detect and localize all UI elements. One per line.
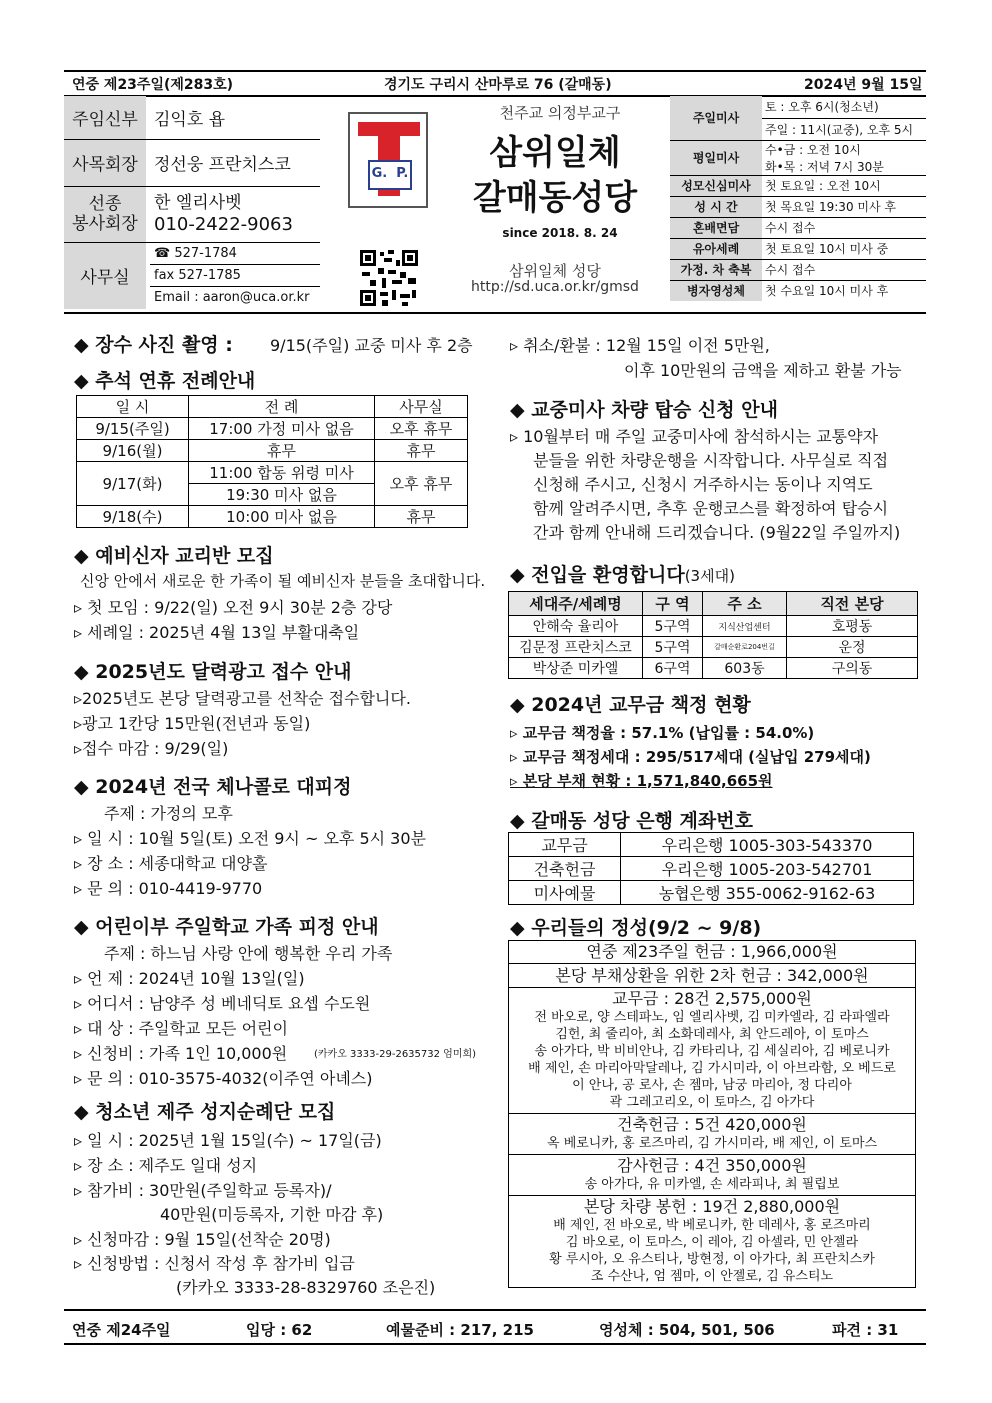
sunday-mass-label: 주일미사 — [670, 96, 762, 140]
parish-name-2: 갈매동성당 — [472, 178, 638, 218]
table-cell: 9/18(수) — [77, 506, 189, 528]
service-label-line1: 선종 — [88, 194, 122, 214]
welcome-title-text: ◆ 전입을 환영합니다 — [510, 564, 685, 586]
weekday-mass-label: 평일미사 — [670, 140, 762, 175]
catechumen-item: ▹ 세례일 : 2025년 4월 13일 부활대축일 — [74, 623, 360, 642]
footer-offertory: 예물준비 : 217, 215 — [386, 1321, 534, 1339]
refund-line1: ▹ 취소/환불 : 12월 15일 이전 5만원, — [510, 336, 770, 355]
family-retreat-item: ▹ 어디서 : 남양주 성 베네딕토 요셉 수도원 — [74, 994, 371, 1013]
welcome-count: (3세대) — [684, 567, 735, 585]
sunday-mass-sun: 주일 : 11시(교중), 오후 5시 — [762, 118, 926, 140]
site-url[interactable]: http://sd.uca.or.kr/gmsd — [471, 279, 639, 295]
welcome-title — [510, 560, 735, 587]
since-date: since 2018. 8. 24 — [502, 226, 618, 240]
office-fax: fax 527-1785 — [150, 265, 320, 287]
name-line: 조 수산나, 엄 젬마, 이 안젤로, 김 유스티노 — [590, 1269, 834, 1284]
family-retreat-item: ▹ 대 상 : 주일학교 모든 어린이 — [74, 1019, 288, 1038]
name-line: 황 루시아, 오 유스티나, 방현정, 이 아가다, 최 프란치스카 — [549, 1252, 875, 1267]
photo-title: ◆ 장수 사진 촬영 : — [74, 334, 233, 356]
council-label: 사목회장 — [64, 139, 146, 186]
mass-schedule-table — [670, 96, 926, 301]
chuseok-th-date: 일 시 — [77, 396, 189, 418]
blessing-label: 가정. 차 축복 — [670, 259, 762, 280]
name-line: 곽 그레고리오, 이 토마스, 김 아가다 — [609, 1095, 815, 1110]
table-cell: 6구역 — [643, 658, 703, 679]
chuseok-table — [76, 395, 468, 528]
jeju-item: ▹ 일 시 : 2025년 1월 15일(수) ~ 17일(금) — [74, 1131, 382, 1150]
dues-title: ◆ 2024년 교무금 책정 현황 — [510, 694, 751, 716]
family-retreat-theme: 주제 : 하느님 사랑 안에 행복한 우리 가족 — [104, 944, 393, 963]
building-head: 건축헌금 : 5건 420,000원 — [617, 1115, 807, 1134]
calendar-ad-item: ▹2025년도 본당 달력광고를 선착순 접수합니다. — [74, 689, 411, 708]
jeju-item: 40만원(미등록자, 기한 마감 후) — [160, 1205, 384, 1224]
holy-hour-time: 첫 목요일 19:30 미사 후 — [762, 196, 926, 217]
holy-hour-label: 성 시 간 — [670, 196, 762, 217]
parish-name-1: 삼위일체 — [489, 133, 621, 173]
family-retreat-account: (카카오 3333-29-2635732 엄미희) — [314, 1049, 477, 1060]
car-head: 본당 차량 봉헌 : 19건 2,880,000원 — [583, 1197, 841, 1216]
photo-text: 9/15(주일) 교중 미사 후 2층 — [270, 336, 473, 355]
vehicle-line: 분들을 위한 차량운행을 시작합니다. 사무실로 직접 — [533, 451, 889, 470]
logo-letters: G. P. — [371, 166, 409, 181]
marian-mass-label: 성모신심미사 — [670, 175, 762, 196]
catechumen-title: ◆ 예비신자 교리반 모집 — [74, 545, 274, 567]
weekday-mass-tt: 화•목 : 저녁 7시 30분 — [762, 158, 926, 176]
table-cell: 박상준 미카엘 — [509, 658, 643, 679]
baptism-label: 유아세례 — [670, 238, 762, 259]
table-cell: 우리은행 1005-203-542701 — [621, 857, 914, 881]
vehicle-line: 함께 알려주시면, 추후 운행코스를 확정하여 탑승시 — [533, 499, 889, 518]
service-head-name: 한 엘리사벳 — [154, 193, 242, 213]
table-cell: 갈매순환로204번길 — [703, 637, 787, 658]
dues-households: ▹ 교무금 책정세대 : 295/517세대 (실납입 279세대) — [510, 748, 871, 766]
sick-communion-info: 첫 수요일 10시 미사 후 — [765, 284, 889, 299]
jeju-item: (카카오 3333-28-8329760 조은진) — [176, 1278, 436, 1297]
service-label-line2: 봉사회장 — [72, 214, 138, 234]
table-cell: 우리은행 1005-303-543370 — [621, 833, 914, 857]
offering-box — [508, 940, 916, 1288]
jeju-item: ▹ 참가비 : 30만원(주일학교 등록자)/ — [74, 1181, 332, 1200]
bank-table — [508, 832, 914, 905]
vehicle-line: ▹ 10월부터 매 주일 교중미사에 참석하시는 교통약자 — [510, 427, 879, 446]
name-line: 김 바오로, 이 토마스, 이 레아, 김 아셀라, 민 안젤라 — [565, 1235, 859, 1250]
issue-week: 연중 제23주일(제283호) — [72, 77, 234, 93]
marian-mass-time: 첫 토요일 : 오전 10시 — [762, 175, 926, 196]
pastor-label: 주임신부 — [64, 96, 146, 139]
service-label — [64, 186, 146, 242]
table-cell: 9/15(주일) — [77, 418, 189, 440]
name-line: 배 제인, 전 바오로, 박 베로니카, 한 데레사, 홍 로즈마리 — [553, 1218, 871, 1233]
table-cell: 11:00 합동 위령 미사 — [189, 462, 375, 484]
issue-date: 2024년 9월 15일 — [804, 77, 923, 93]
table-cell: 교무금 — [509, 833, 621, 857]
cenacolo-title: ◆ 2024년 전국 체나콜로 대피정 — [74, 776, 352, 798]
footer-dismissal: 파견 : 31 — [832, 1321, 899, 1339]
chuseok-title: ◆ 추석 연휴 전례안내 — [74, 370, 256, 392]
baptism-info: 첫 토요일 10시 미사 중 — [762, 238, 926, 259]
office-tel: ☎ 527-1784 — [150, 243, 320, 265]
table-cell: 9/17(화) — [77, 462, 189, 506]
cenacolo-item: ▹ 일 시 : 10월 5일(토) 오전 9시 ~ 오후 5시 30분 — [74, 829, 426, 848]
chuseok-th-office: 사무실 — [375, 396, 468, 418]
jeju-item: ▹ 신청마감 : 9월 15일(선착순 20명) — [74, 1230, 331, 1249]
footer-bar — [64, 1310, 926, 1344]
office-label: 사무실 — [64, 242, 146, 309]
name-line: 배 제인, 손 마리아막달레나, 김 가시미라, 이 아브라함, 오 베드로 — [528, 1061, 896, 1076]
family-retreat-title: ◆ 어린이부 주일학교 가족 피정 안내 — [74, 916, 379, 938]
sunday-offering: 연중 제23주일 헌금 : 1,966,000원 — [509, 941, 915, 964]
name-line: 전 바오로, 양 스테파노, 임 엘리사벳, 김 미카엘라, 김 라파엘라 — [534, 1010, 890, 1025]
table-cell: 9/16(월) — [77, 440, 189, 462]
welcome-th: 세대주/세례명 — [509, 592, 643, 616]
parish-debt: ▹ 본당 부채 현황 : 1,571,840,665원 — [510, 772, 773, 790]
table-cell: 오후 휴무 — [375, 462, 468, 506]
parish-address: 경기도 구리시 산마루로 76 (갈매동) — [384, 77, 612, 93]
cenacolo-item: ▹ 장 소 : 세종대학교 대양홀 — [74, 854, 268, 873]
table-cell: 휴무 — [189, 440, 375, 462]
cenacolo-theme: 주제 : 가정의 모후 — [104, 804, 233, 823]
cenacolo-item: ▹ 문 의 : 010-4419-9770 — [74, 879, 263, 898]
qr-code-icon — [358, 248, 420, 308]
table-cell: 김문정 프란치스코 — [509, 637, 643, 658]
footer-entrance: 입당 : 62 — [246, 1321, 313, 1339]
service-head-phone: 010-2422-9063 — [154, 214, 293, 235]
welcome-table — [508, 591, 918, 679]
welcome-th: 직전 본당 — [787, 592, 918, 616]
pastor-name: 김익호 욥 — [146, 96, 320, 139]
table-cell: 운정 — [787, 637, 918, 658]
vehicle-title: ◆ 교중미사 차량 탑승 신청 안내 — [510, 399, 778, 421]
jeju-item: ▹ 신청방법 : 신청서 작성 후 참가비 입금 — [74, 1254, 355, 1273]
dues-head: 교무금 : 28건 2,575,000원 — [612, 989, 812, 1008]
welcome-th: 주 소 — [703, 592, 787, 616]
name-line: 송 아가다, 박 비비안나, 김 카타리나, 김 세실리아, 김 베로니카 — [534, 1044, 890, 1059]
table-cell: 구의동 — [787, 658, 918, 679]
table-cell: 건축헌금 — [509, 857, 621, 881]
table-cell: 603동 — [703, 658, 787, 679]
council-name: 정선웅 프란치스코 — [146, 139, 320, 186]
name-line: 송 아가다, 유 미카엘, 손 세라피나, 최 필립보 — [584, 1177, 840, 1192]
table-cell: 지식산업센터 — [703, 616, 787, 637]
table-cell: 미사예물 — [509, 881, 621, 905]
table-cell: 17:00 가정 미사 없음 — [189, 418, 375, 440]
footer-week: 연중 제24주일 — [72, 1321, 171, 1339]
table-cell: 호평동 — [787, 616, 918, 637]
table-cell: 안해숙 율리아 — [509, 616, 643, 637]
offering-title: ◆ 우리들의 정성(9/2 ~ 9/8) — [510, 917, 762, 939]
table-cell: 휴무 — [375, 440, 468, 462]
table-cell: 5구역 — [643, 637, 703, 658]
blessing-info: 수시 접수 — [762, 259, 926, 280]
vehicle-line: 간과 함께 안내해 드리겠습니다. (9월22일 주일까지) — [533, 523, 901, 542]
debt-offering: 본당 부채상환을 위한 2차 헌금 : 342,000원 — [509, 964, 915, 988]
family-retreat-item: ▹ 언 제 : 2024년 10월 13일(일) — [74, 969, 305, 988]
wedding-label: 혼배면담 — [670, 217, 762, 238]
catechumen-intro: 신앙 안에서 새로운 한 가족이 될 예비신자 분들을 초대합니다. — [80, 572, 486, 590]
table-cell: 휴무 — [375, 506, 468, 528]
calendar-ad-item: ▹접수 마감 : 9/29(일) — [74, 739, 229, 758]
welcome-th: 구 역 — [643, 592, 703, 616]
table-cell: 5구역 — [643, 616, 703, 637]
footer-communion: 영성체 : 504, 501, 506 — [599, 1321, 775, 1339]
site-name: 삼위일체 성당 — [509, 262, 601, 280]
jeju-item: ▹ 장 소 : 제주도 일대 성지 — [74, 1156, 258, 1175]
table-cell: 10:00 미사 없음 — [189, 506, 375, 528]
staff-info-table — [64, 96, 320, 309]
calendar-ad-title: ◆ 2025년도 달력광고 접수 안내 — [74, 661, 352, 683]
bank-title: ◆ 갈매동 성당 은행 계좌번호 — [510, 810, 753, 832]
table-cell: 19:30 미사 없음 — [189, 484, 375, 506]
vehicle-line: 신청해 주시고, 신청시 거주하시는 동이나 지역도 — [533, 475, 873, 494]
catechumen-item: ▹ 첫 모임 : 9/22(일) 오전 9시 30분 2층 강당 — [74, 598, 393, 617]
weekday-mass-wf: 수•금 : 오전 10시 — [765, 142, 861, 157]
table-cell: 오후 휴무 — [375, 418, 468, 440]
dues-rate: ▹ 교무금 책정율 : 57.1% (납입률 : 54.0%) — [510, 724, 815, 742]
diocese-name: 천주교 의정부교구 — [499, 104, 621, 122]
sick-communion-label: 병자영성체 — [670, 280, 762, 301]
wedding-info: 수시 접수 — [762, 217, 926, 238]
chuseok-th-liturgy: 전 례 — [189, 396, 375, 418]
refund-line2: 이후 10만원의 금액을 제하고 환불 가능 — [624, 361, 902, 380]
jeju-pilgrimage-title: ◆ 청소년 제주 성지순례단 모집 — [74, 1101, 336, 1123]
family-retreat-item: ▹ 문 의 : 010-3575-4032(이주연 아녜스) — [74, 1069, 373, 1088]
table-cell: 농협은행 355-0062-9162-63 — [621, 881, 914, 905]
thanks-head: 감사헌금 : 4건 350,000원 — [617, 1156, 807, 1175]
parish-logo — [348, 112, 428, 208]
sunday-mass-sat: 토 : 오후 6시(청소년) — [762, 96, 926, 118]
name-line: 옥 베로니카, 홍 로즈마리, 김 가시미라, 배 제인, 이 토마스 — [547, 1136, 877, 1151]
name-line: 이 안나, 공 로사, 손 젬마, 남궁 마리아, 정 다리아 — [572, 1078, 852, 1093]
family-retreat-item: ▹ 신청비 : 가족 1인 10,000원 — [74, 1044, 288, 1063]
top-bar — [64, 72, 926, 96]
name-line: 김헌, 최 줄리아, 최 소화데레사, 최 안드레아, 이 토마스 — [555, 1027, 869, 1042]
office-email: Email : aaron@uca.or.kr — [154, 289, 310, 305]
calendar-ad-item: ▹광고 1칸당 15만원(전년과 동일) — [74, 714, 311, 733]
